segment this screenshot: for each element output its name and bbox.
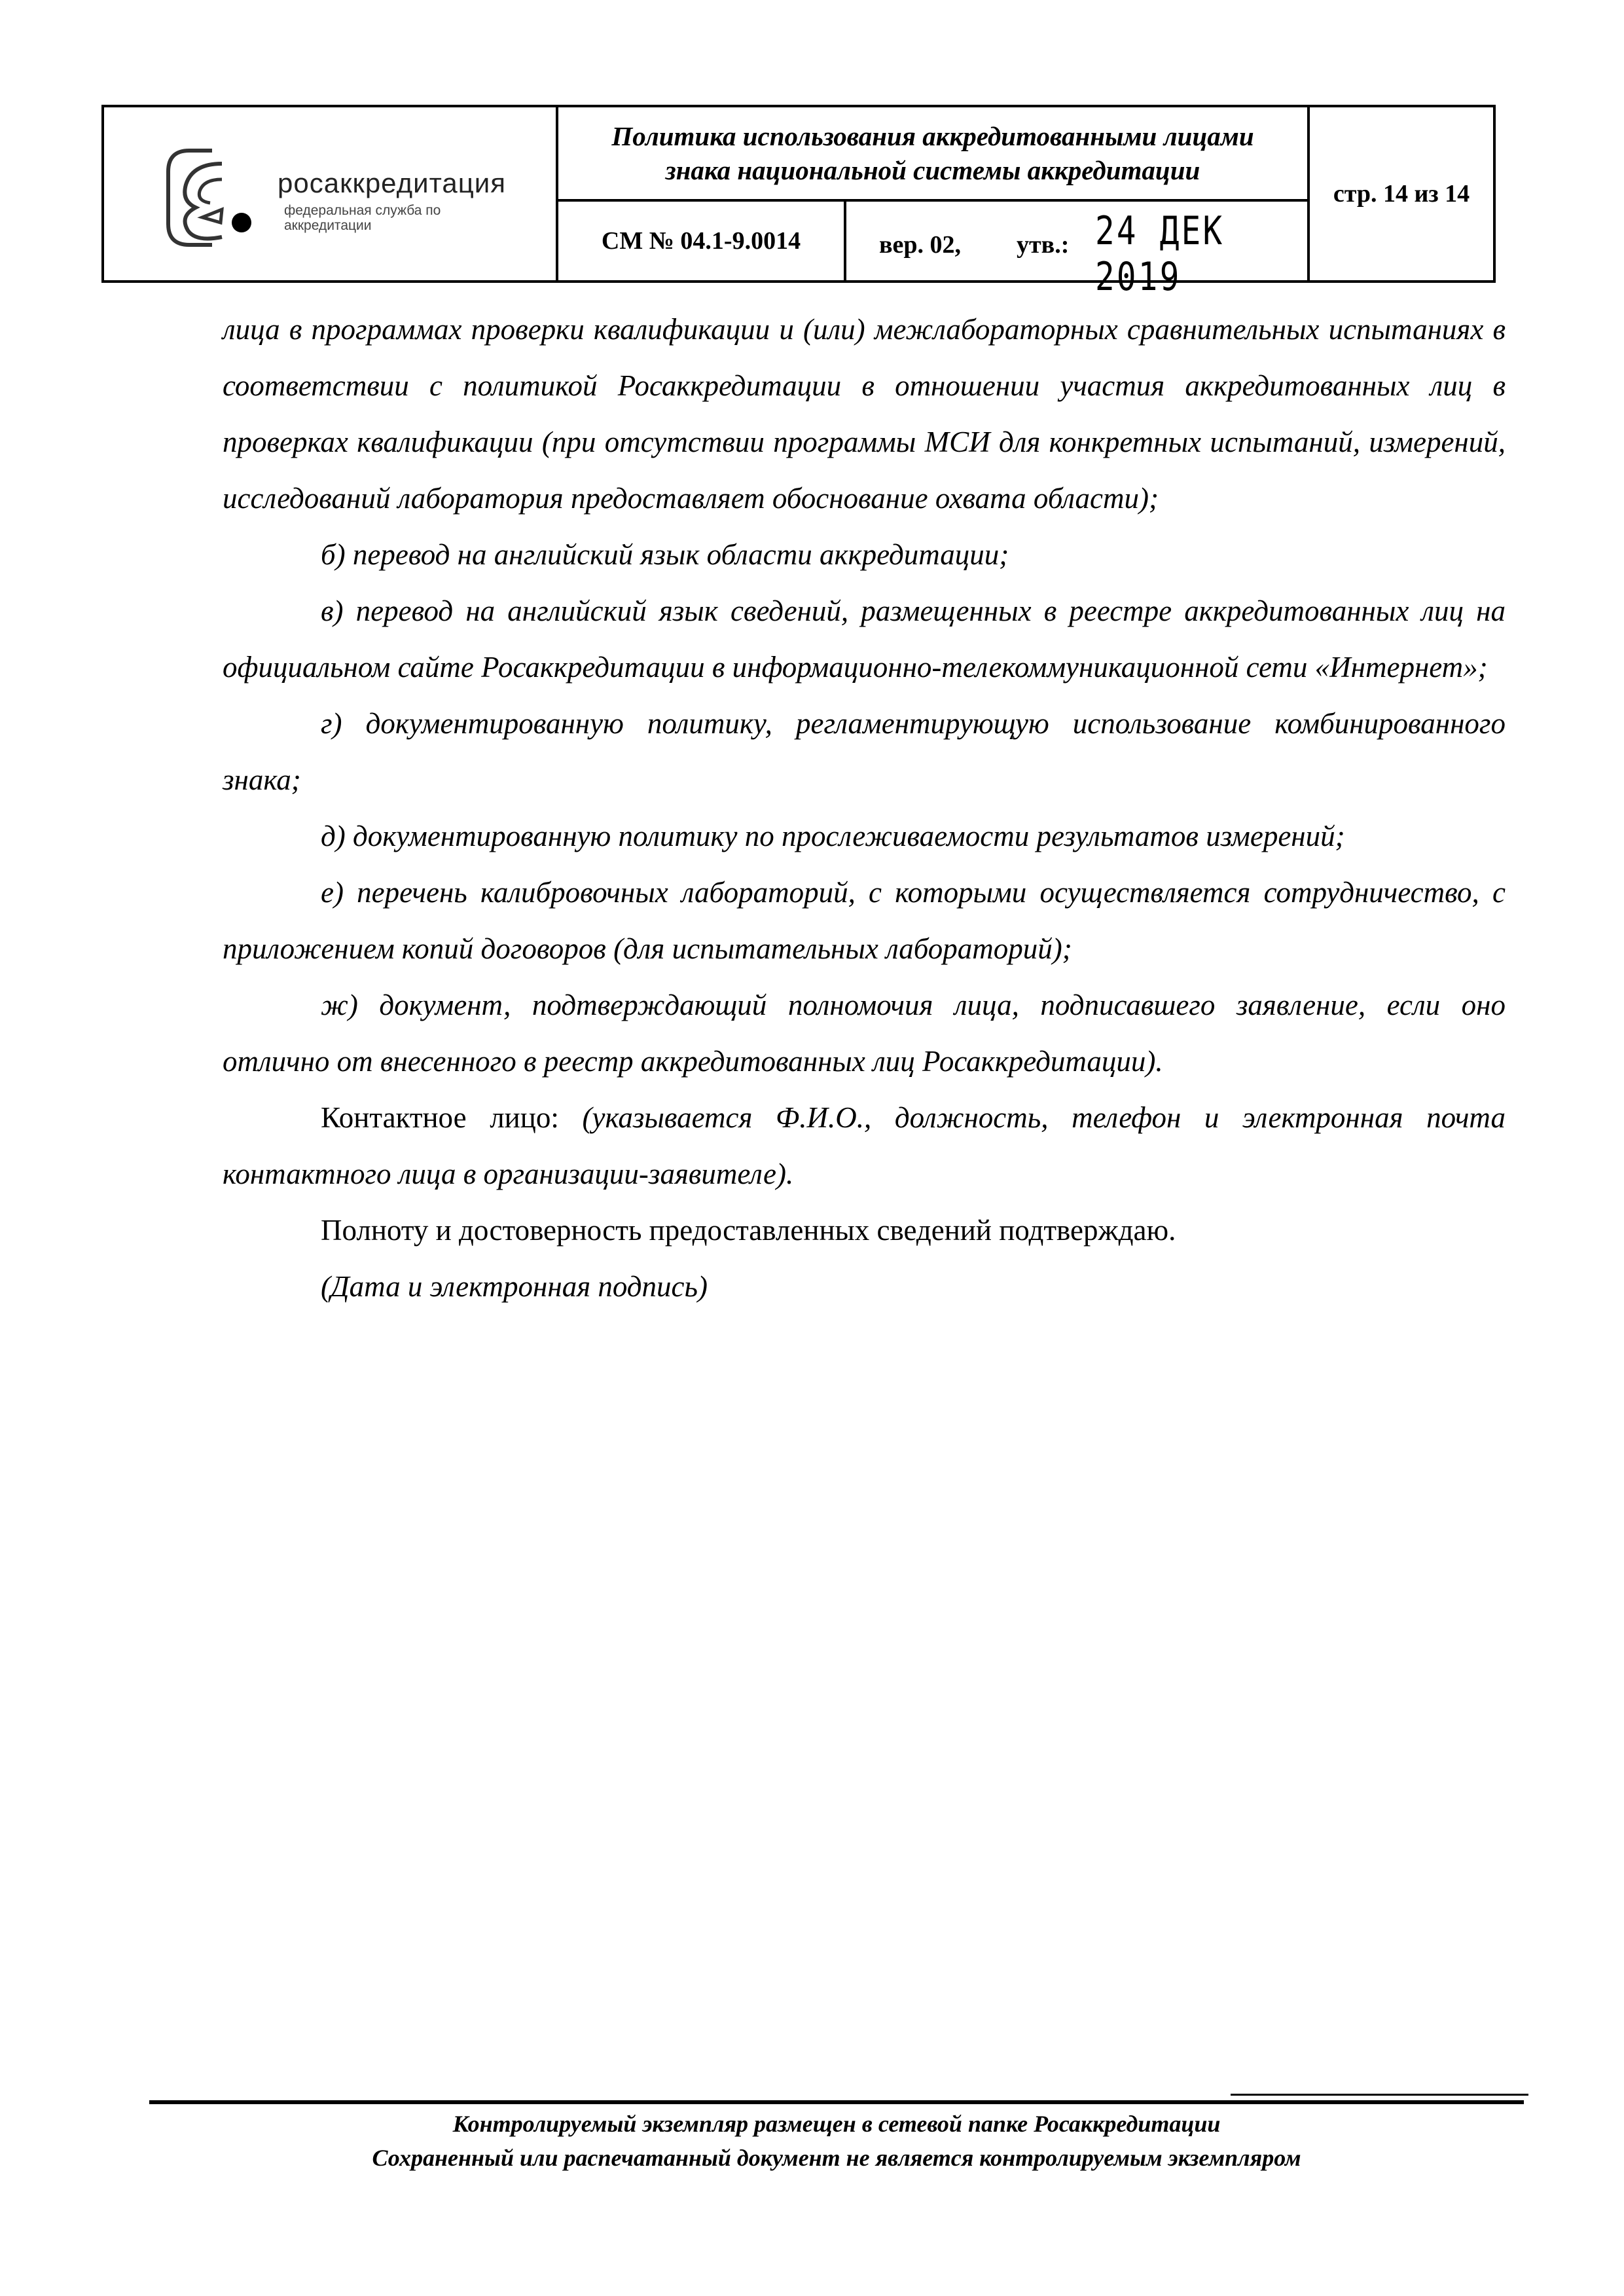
contact-paragraph — [223, 1089, 1506, 1202]
document-header — [101, 105, 1496, 300]
document-code: СМ № 04.1-9.0014 — [601, 227, 801, 255]
org-name: росаккредитация — [278, 168, 506, 198]
approved-label: утв.: — [1017, 231, 1070, 259]
paragraph-b: б) перевод на английский язык области аккредитации; — [321, 538, 1009, 571]
org-subtitle: федеральная служба по аккредитации — [284, 203, 441, 233]
signature-placeholder: (Дата и электронная подпись) — [321, 1270, 708, 1303]
footer-note — [149, 2107, 1524, 2175]
document-title-line2: знака национальной системы аккредитации — [665, 155, 1200, 185]
document-title-line1: Политика использования аккредитованными лицами — [611, 121, 1254, 151]
version-label: вер. 02, — [879, 231, 962, 259]
rosaccreditation-logo-icon — [150, 139, 268, 257]
paragraph-g: г) документированную политику, регламентирующую использование комбинированного знака; — [223, 707, 1506, 796]
paragraph-v: в) перевод на английский язык сведений, размещенных в реестре аккредитованных лиц на официальном сайте Росаккредитации в информационно-телекоммуникационной сети «Интернет»; — [223, 594, 1506, 683]
paragraph-zh: ж) документ, подтверждающий полномочия лица, подписавшего заявление, если оно отлично от внесенного в реестр аккредитованных лиц Росаккредитации). — [223, 989, 1506, 1078]
approval-date-stamp: 24 ДЕК 2019 — [1095, 208, 1225, 300]
contact-text: (указывается Ф.И.О., должность, телефон и электронная почта контактного лица в организации-заявителе). — [223, 1101, 1506, 1190]
footer-line-1: Контролируемый экземпляр размещен в сетевой папке Росаккредитации — [452, 2111, 1221, 2137]
page-number: стр. 14 из 14 — [1333, 180, 1470, 208]
logo-block — [104, 107, 556, 280]
contact-label: Контактное лицо: — [321, 1101, 559, 1134]
footer-line-2: Сохраненный или распечатанный документ не является контролируемым экземпляром — [372, 2145, 1301, 2171]
footer-rule — [149, 2100, 1524, 2104]
footer-rule-thin — [1231, 2094, 1528, 2096]
confirmation-text: Полноту и достоверность предоставленных сведений подтверждаю. — [321, 1214, 1176, 1247]
paragraph-1: лица в программах проверки квалификации и (или) межлабораторных сравнительных испытаниях в соответствии с политикой Росаккредитации в отношении участия аккредитованных лиц в проверках квалификации (при отсутствии программы МСИ для конкретных испытаний, измерений, исследований лаборатория предоставляет обоснование охвата области); — [223, 313, 1506, 515]
document-title — [558, 107, 1307, 199]
paragraph-d: д) документированную политику по прослеживаемости результатов измерений; — [321, 820, 1345, 852]
document-body — [223, 301, 1506, 1315]
paragraph-e: е) перечень калибровочных лабораторий, с которыми осуществляется сотрудничество, с приложением копий договоров (для испытательных лабораторий); — [223, 876, 1506, 965]
version-cell — [846, 202, 1307, 300]
